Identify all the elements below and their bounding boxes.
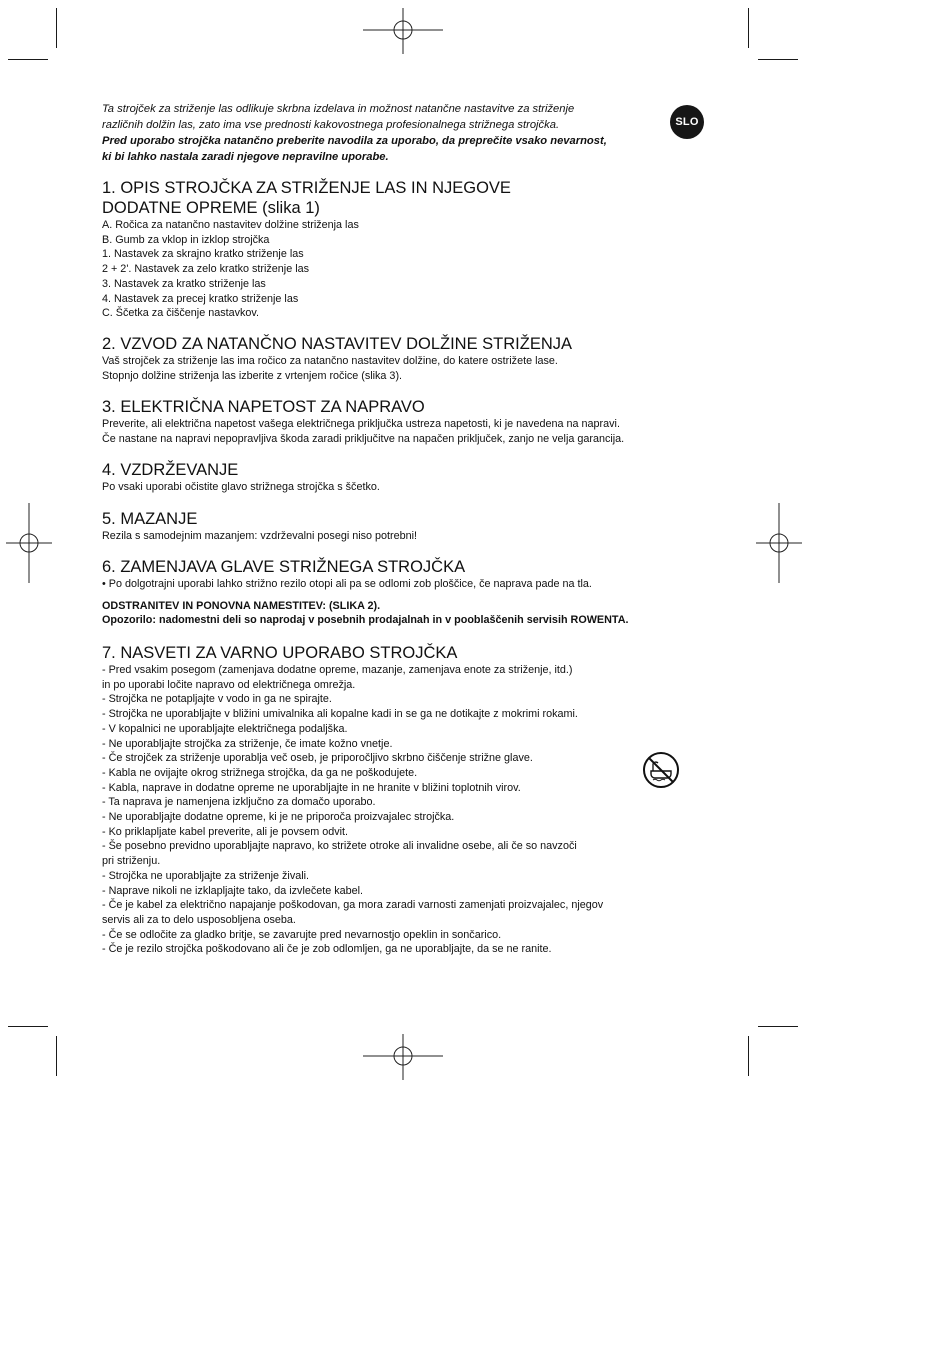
paragraph-line: Stopnjo dolžine striženja las izberite z vrtenjem ročice (slika 3). (102, 369, 403, 382)
list-item: - Strojčka ne uporabljajte v bližini umivalnika ali kopalne kadi in se ga ne dotikajte z mokrimi rokami. (102, 708, 578, 721)
crop-mark (758, 59, 798, 60)
list-item: - Ta naprava je namenjena izključno za domačo uporabo. (102, 796, 376, 809)
list-item: - Kabla ne ovijajte okrog strižnega strojčka, da ga ne poškodujete. (102, 766, 418, 779)
list-item: - Če strojček za striženje uporablja več oseb, je priporočljivo skrbno čiščenje strižne glave. (102, 752, 533, 765)
section-1 (102, 178, 722, 321)
list-item: - Naprave nikoli ne izklapljajte tako, da izvlečete kabel. (102, 884, 364, 897)
section-5 (102, 509, 722, 544)
crop-mark (748, 1036, 749, 1076)
section-title: 1. OPIS STROJČKA ZA STRIŽENJE LAS IN NJEGOVE (102, 179, 511, 197)
section-title: 4. VZDRŽEVANJE (102, 461, 239, 479)
paragraph-line: Če nastane na napravi nepopravljiva škoda zaradi priključitve na napačen priključek, zanjo ne velja garancija. (102, 432, 625, 445)
registration-mark-icon (358, 1032, 448, 1082)
registration-mark-icon (754, 498, 804, 588)
list-item: 2 + 2'. Nastavek za zelo kratko striženje las (102, 263, 309, 276)
crop-mark (56, 1036, 57, 1076)
intro-warning: ki bi lahko nastala zaradi njegove nepravilne uporabe. (102, 151, 389, 163)
intro-line: različnih dolžin las, zato ima vse prednosti kakovostnega profesionalnega strižnega strojčka. (102, 119, 560, 131)
paragraph-line: Vaš strojček za striženje las ima ročico za natančno nastavitev dolžine, do katere ostrižete lase. (102, 355, 558, 367)
list-item: 3. Nastavek za kratko striženje las (102, 277, 266, 290)
paragraph-line: Rezila s samodejnim mazanjem: vzdrževalni posegi niso potrebni! (102, 530, 418, 542)
safety-list (102, 663, 722, 957)
intro-warning: Pred uporabo strojčka natančno preberite navodila za uporabo, da preprečite vsako nevarnost, (102, 135, 607, 147)
crop-mark (56, 8, 57, 48)
list-item: pri striženju. (102, 855, 161, 868)
crop-mark (748, 8, 749, 48)
section-7 (102, 643, 722, 957)
language-badge: SLO (670, 105, 704, 139)
list-item: - Ko priklapljate kabel preverite, ali je povsem odvit. (102, 825, 349, 838)
list-item: servis ali za to delo usposobljena oseba. (102, 913, 296, 926)
section-4 (102, 460, 722, 495)
list-item: A. Ročica za natančno nastavitev dolžine striženja las (102, 219, 359, 231)
registration-mark-icon (358, 6, 448, 56)
section-2 (102, 334, 722, 383)
list-item: - Še posebno previdno uporabljajte napravo, ko strižete otroke ali invalidne osebe, ali če so navzoči (102, 840, 577, 853)
no-water-bathtub-icon (642, 751, 680, 789)
paragraph-line: • Po dolgotrajni uporabi lahko strižno rezilo otopi ali pa se odlomi zob ploščice, če naprava pade na tla. (102, 578, 592, 590)
list-item: - Ne uporabljajte dodatne opreme, ki je ne priporoča proizvajalec strojčka. (102, 811, 455, 824)
bold-line: Opozorilo: nadomestni deli so naprodaj v posebnih prodajalnah in v pooblaščenih servisih ROWENTA. (102, 614, 629, 627)
section-title: 7. NASVETI ZA VARNO UPORABO STROJČKA (102, 644, 458, 662)
crop-mark (8, 59, 48, 60)
list-item: - Če je kabel za električno napajanje poškodovan, ga mora zaradi varnosti zamenjati proizvajalec, njegov (102, 899, 604, 912)
list-item: - Ne uporabljajte strojčka za striženje, če imate kožno vnetje. (102, 737, 393, 750)
section-title: 2. VZVOD ZA NATANČNO NASTAVITEV DOLŽINE STRIŽENJA (102, 335, 573, 353)
parts-list (102, 218, 722, 321)
list-item: C. Ščetka za čiščenje nastavkov. (102, 307, 260, 320)
list-item: - Pred vsakim posegom (zamenjava dodatne opreme, mazanje, zamenjava enote za striženje, itd.) (102, 664, 573, 676)
list-item: B. Gumb za vklop in izklop strojčka (102, 233, 270, 246)
list-item: - Če se odločite za gladko britje, se zavarujte pred nevarnostjo opeklin in sončarico. (102, 928, 502, 941)
paragraph-line: Po vsaki uporabi očistite glavo strižnega strojčka s ščetko. (102, 481, 380, 493)
intro-line: Ta strojček za striženje las odlikuje skrbna izdelava in možnost natančne nastavitve za striženje (102, 103, 575, 115)
crop-mark (8, 1026, 48, 1027)
list-item: - Če je rezilo strojčka poškodovano ali če je zob odlomljen, ga ne uporabljajte, da se ne ranite. (102, 943, 552, 956)
list-item: 4. Nastavek za precej kratko striženje las (102, 292, 299, 305)
list-item: 1. Nastavek za skrajno kratko striženje las (102, 248, 304, 261)
section-6 (102, 557, 722, 628)
list-item: - V kopalnici ne uporabljajte električnega podaljška. (102, 722, 348, 735)
bold-line: ODSTRANITEV IN PONOVNA NAMESTITEV: (SLIKA 2). (102, 599, 381, 612)
section-title: 5. MAZANJE (102, 510, 198, 528)
list-item: - Strojčka ne uporabljajte za striženje živali. (102, 869, 310, 882)
list-item: - Kabla, naprave in dodatne opreme ne uporabljajte in ne hranite v bližini toplotnih virov. (102, 781, 521, 794)
intro (102, 101, 712, 165)
section-3 (102, 397, 722, 446)
section-title: DODATNE OPREME (slika 1) (102, 199, 320, 217)
list-item: - Strojčka ne potapljajte v vodo in ga ne spirajte. (102, 693, 332, 706)
crop-mark (758, 1026, 798, 1027)
section-title: 6. ZAMENJAVA GLAVE STRIŽNEGA STROJČKA (102, 558, 466, 576)
section-title: 3. ELEKTRIČNA NAPETOST ZA NAPRAVO (102, 398, 425, 416)
registration-mark-icon (4, 498, 54, 588)
list-item: in po uporabi ločite napravo od električnega omrežja. (102, 678, 356, 691)
paragraph-line: Preverite, ali električna napetost vašega električnega priključka ustreza napetosti, ki je navedena na napravi. (102, 418, 620, 430)
